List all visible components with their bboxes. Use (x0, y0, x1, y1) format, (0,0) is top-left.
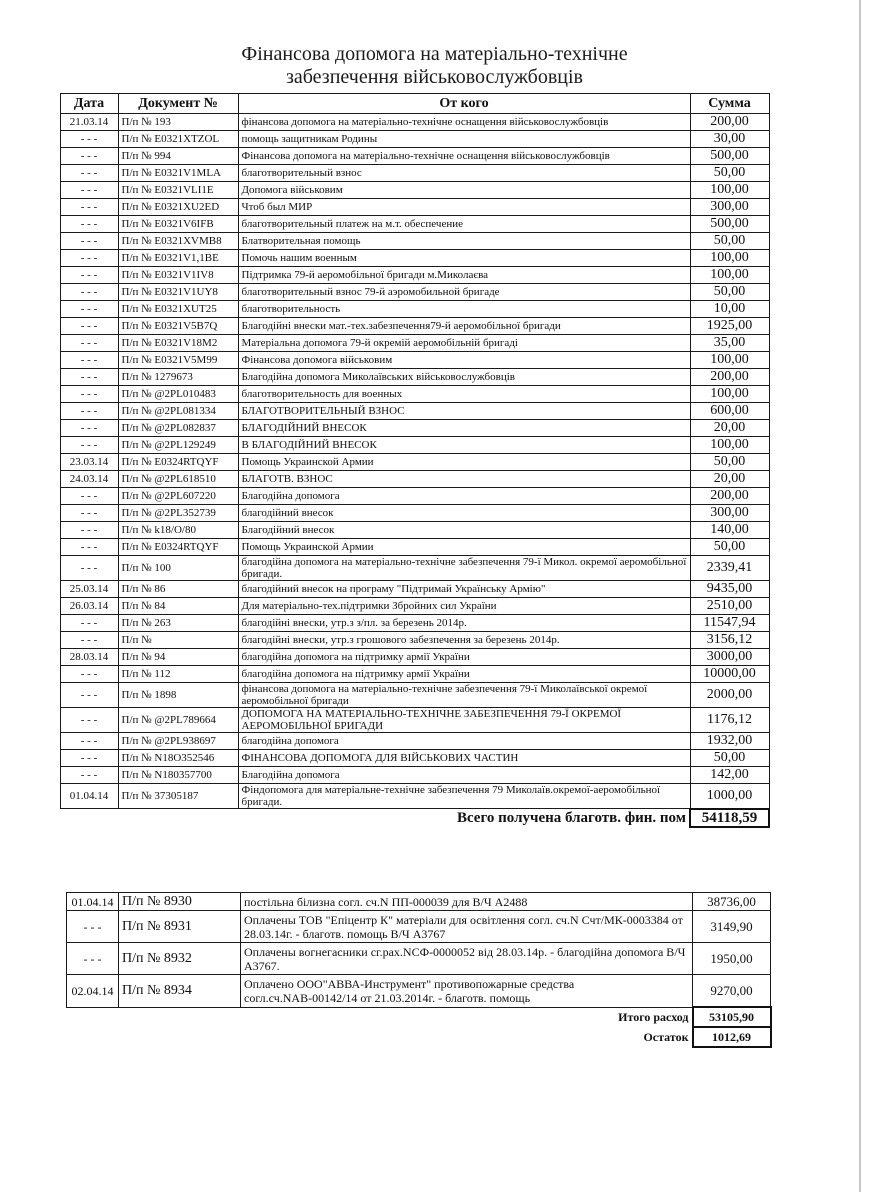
donation-document: П/п № @2PL938697 (118, 733, 238, 750)
row-spacer (42, 708, 60, 733)
donation-date: - - - (60, 632, 118, 649)
donation-date: - - - (60, 708, 118, 733)
donation-document: П/п № E0321V5B7Q (118, 318, 238, 335)
expense-date: - - - (67, 911, 119, 943)
expense-total-value: 53105,90 (693, 1007, 771, 1027)
donation-document: П/п № E0321V1MLA (118, 165, 238, 182)
donations-total-value: 54118,59 (690, 809, 769, 827)
expense-description: Оплачены ТОВ "Епіцентр К" матеріали для освітлення согл. сч.N Счт/МК-0003384 от 28.03.14г. - благотв. помощь В/Ч А3767 (241, 911, 693, 943)
row-spacer (42, 784, 60, 809)
expenses-table (66, 892, 772, 1048)
donation-row (42, 335, 769, 352)
donation-row (42, 403, 769, 420)
donation-amount: 50,00 (690, 284, 769, 301)
donation-description: Помочь нашим военным (238, 250, 690, 267)
donation-description: БЛАГОДІЙНИЙ ВНЕСОК (238, 420, 690, 437)
header-date: Дата (60, 94, 118, 114)
donation-date: - - - (60, 165, 118, 182)
donation-document: П/п № @2PL082837 (118, 420, 238, 437)
donation-amount: 30,00 (690, 131, 769, 148)
donation-description: БЛАГОТВ. ВЗНОС (238, 471, 690, 488)
donation-date: 28.03.14 (60, 649, 118, 666)
donation-description: Фіндопомога для матеріальне-технічне забезпечення 79 Миколаїв.окремої-аеромобільної бригади. (238, 784, 690, 809)
donation-date: 23.03.14 (60, 454, 118, 471)
donation-document: П/п № 86 (118, 581, 238, 598)
donation-document: П/п № @2PL789664 (118, 708, 238, 733)
expense-total-row (67, 1007, 771, 1027)
donation-document: П/п № 84 (118, 598, 238, 615)
donation-row (42, 148, 769, 165)
donation-amount: 100,00 (690, 267, 769, 284)
donation-row (42, 683, 769, 708)
expense-amount: 38736,00 (693, 893, 771, 911)
donation-description: благодійні внески, утр.з з/пл. за березень 2014р. (238, 615, 690, 632)
donation-row (42, 420, 769, 437)
donation-description: благодійна допомога на підтримку армії України (238, 666, 690, 683)
donation-description: Благодійні внески мат.-тех.забезпечення79-й аеромобільної бригади (238, 318, 690, 335)
donation-description: благодійна допомога на підтримку армії України (238, 649, 690, 666)
donation-date: - - - (60, 267, 118, 284)
donation-date: - - - (60, 522, 118, 539)
donation-amount: 142,00 (690, 767, 769, 784)
row-spacer (42, 488, 60, 505)
row-spacer (42, 767, 60, 784)
donation-row (42, 284, 769, 301)
expense-date: - - - (67, 943, 119, 975)
row-spacer (42, 683, 60, 708)
donation-date: 21.03.14 (60, 114, 118, 131)
remainder-row (67, 1027, 771, 1047)
donation-date: - - - (60, 148, 118, 165)
expense-amount: 1950,00 (693, 943, 771, 975)
donation-document: П/п № E0321V1UY8 (118, 284, 238, 301)
donation-amount: 35,00 (690, 335, 769, 352)
donation-date: 25.03.14 (60, 581, 118, 598)
donation-date: - - - (60, 683, 118, 708)
remainder-value: 1012,69 (693, 1027, 771, 1047)
expense-document: П/п № 8932 (119, 943, 241, 975)
donation-row (42, 165, 769, 182)
donation-amount: 500,00 (690, 216, 769, 233)
expense-total-label: Итого расход (618, 1010, 689, 1025)
donation-date: - - - (60, 505, 118, 522)
row-spacer (42, 666, 60, 683)
row-spacer (42, 632, 60, 649)
row-spacer (42, 352, 60, 369)
donation-description: благодійний внесок на програму "Підтримай Українську Армію" (238, 581, 690, 598)
expense-amount: 9270,00 (693, 975, 771, 1008)
total-spacer (42, 809, 60, 827)
donation-date: - - - (60, 199, 118, 216)
donation-amount: 300,00 (690, 199, 769, 216)
donation-row (42, 369, 769, 386)
donation-amount: 2000,00 (690, 683, 769, 708)
donation-date: - - - (60, 216, 118, 233)
row-spacer (42, 403, 60, 420)
donation-document: П/п № (118, 632, 238, 649)
document-title-line-1: Фінансова допомога на матеріально-технічне (241, 43, 628, 65)
donation-description: Підтримка 79-й аеромобільної бригади м.Миколаєва (238, 267, 690, 284)
row-spacer (42, 335, 60, 352)
row-spacer (42, 733, 60, 750)
donation-date: - - - (60, 767, 118, 784)
donation-row (42, 199, 769, 216)
donation-document: П/п № E0321V5M99 (118, 352, 238, 369)
donation-row (42, 733, 769, 750)
donation-date: - - - (60, 233, 118, 250)
row-spacer (42, 250, 60, 267)
donation-document: П/п № E0321VLI1E (118, 182, 238, 199)
donation-amount: 2510,00 (690, 598, 769, 615)
donation-amount: 1925,00 (690, 318, 769, 335)
donation-document: П/п № @2PL618510 (118, 471, 238, 488)
donation-date: - - - (60, 369, 118, 386)
donation-row (42, 301, 769, 318)
row-spacer (42, 522, 60, 539)
donation-description: Помощь Украинской Армии (238, 454, 690, 471)
donation-row (42, 488, 769, 505)
donation-document: П/п № @2PL607220 (118, 488, 238, 505)
donation-amount: 200,00 (690, 114, 769, 131)
donation-document: П/п № N18O352546 (118, 750, 238, 767)
donation-description: Благодійна допомога (238, 767, 690, 784)
donation-description: благодійна допомога (238, 733, 690, 750)
donation-amount: 2339,41 (690, 556, 769, 581)
donation-row (42, 471, 769, 488)
donation-document: П/п № 1898 (118, 683, 238, 708)
expense-document: П/п № 8931 (119, 911, 241, 943)
donation-row (42, 784, 769, 809)
row-spacer (42, 165, 60, 182)
donation-document: П/п № E0321V1,1BE (118, 250, 238, 267)
expense-date: 01.04.14 (67, 893, 119, 911)
row-spacer (42, 114, 60, 131)
donation-row (42, 649, 769, 666)
donation-amount: 50,00 (690, 454, 769, 471)
donation-document: П/п № E0321XU2ED (118, 199, 238, 216)
donation-amount: 20,00 (690, 471, 769, 488)
donation-amount: 100,00 (690, 352, 769, 369)
donation-date: - - - (60, 750, 118, 767)
header-from: От кого (238, 94, 690, 114)
donation-document: П/п № @2PL010483 (118, 386, 238, 403)
donation-amount: 200,00 (690, 369, 769, 386)
donation-row (42, 615, 769, 632)
donation-row (42, 250, 769, 267)
donation-date: - - - (60, 284, 118, 301)
donation-row (42, 505, 769, 522)
remainder-label: Остаток (643, 1030, 689, 1044)
donation-row (42, 598, 769, 615)
donation-date: - - - (60, 335, 118, 352)
donation-document: П/п № 1279673 (118, 369, 238, 386)
donations-total-row (42, 809, 769, 827)
donation-document: П/п № 112 (118, 666, 238, 683)
donation-description: Благодійний внесок (238, 522, 690, 539)
donation-document: П/п № N180357700 (118, 767, 238, 784)
donation-amount: 300,00 (690, 505, 769, 522)
header-sum: Сумма (690, 94, 769, 114)
row-spacer (42, 615, 60, 632)
donation-row (42, 318, 769, 335)
donation-date: 24.03.14 (60, 471, 118, 488)
donation-date: - - - (60, 131, 118, 148)
donation-document: П/п № E0321XTZOL (118, 131, 238, 148)
donation-row (42, 539, 769, 556)
row-spacer (42, 318, 60, 335)
donation-date: - - - (60, 666, 118, 683)
donations-table-body (42, 114, 769, 809)
donation-document: П/п № 263 (118, 615, 238, 632)
row-spacer (42, 233, 60, 250)
donation-amount: 50,00 (690, 539, 769, 556)
donation-row (42, 454, 769, 471)
donation-description: фінансова допомога на матеріально-технічне забезпечення 79-ї Миколаївської окремої аеромобільної бригади (238, 683, 690, 708)
donation-date: - - - (60, 420, 118, 437)
row-spacer (42, 216, 60, 233)
donation-description: Помощь Украинской Армии (238, 539, 690, 556)
donation-date: - - - (60, 539, 118, 556)
row-spacer (42, 369, 60, 386)
donation-amount: 1000,00 (690, 784, 769, 809)
donation-description: Допомога військовим (238, 182, 690, 199)
donation-row (42, 632, 769, 649)
expenses-table-body (67, 893, 771, 1008)
header-spacer (42, 94, 60, 114)
row-spacer (42, 471, 60, 488)
donation-amount: 9435,00 (690, 581, 769, 598)
donation-description: благодійна допомога на матеріально-технічне забезпечення 79-ї Микол. окремої аеромобільної бригади. (238, 556, 690, 581)
donation-amount: 100,00 (690, 386, 769, 403)
donation-description: Матеріальна допомога 79-й окремій аеромобільній бригаді (238, 335, 690, 352)
expense-description: Оплачены вогнегасники сг.рах.NСФ-0000052 від 28.03.14р. - благодійна допомога В/Ч А3767. (241, 943, 693, 975)
scan-edge-line (859, 0, 861, 1192)
donation-description: благотворительность (238, 301, 690, 318)
donation-description: Фінансова допомога військовим (238, 352, 690, 369)
expense-description: Оплачено ООО"АВВА-Инструмент" противопожарные средства согл.сч.NАВ-00142/14 от 21.03.2014г. - благотв. помощь (241, 975, 693, 1008)
row-spacer (42, 454, 60, 471)
donation-description: Для матеріально-тех.підтримки Збройних сил України (238, 598, 690, 615)
donations-total-label: Всего получена благотв. фин. пом (456, 809, 686, 826)
donation-amount: 20,00 (690, 420, 769, 437)
donation-row (42, 114, 769, 131)
donation-date: - - - (60, 488, 118, 505)
donation-document: П/п № 994 (118, 148, 238, 165)
row-spacer (42, 437, 60, 454)
donation-amount: 10000,00 (690, 666, 769, 683)
donation-description: Фінансова допомога на матеріально-технічне оснащення військовослужбовців (238, 148, 690, 165)
donation-date: - - - (60, 182, 118, 199)
donation-date: 01.04.14 (60, 784, 118, 809)
donation-document: П/п № E0321V18M2 (118, 335, 238, 352)
donation-description: благодійний внесок (238, 505, 690, 522)
donation-date: - - - (60, 250, 118, 267)
donation-description: Чтоб был МИР (238, 199, 690, 216)
row-spacer (42, 598, 60, 615)
expense-row (67, 893, 771, 911)
donation-amount: 600,00 (690, 403, 769, 420)
donation-description: благотворительный платеж на м.т. обеспечение (238, 216, 690, 233)
donation-document: П/п № E0321XVMB8 (118, 233, 238, 250)
donation-amount: 10,00 (690, 301, 769, 318)
donation-amount: 50,00 (690, 233, 769, 250)
row-spacer (42, 750, 60, 767)
donation-amount: 1176,12 (690, 708, 769, 733)
row-spacer (42, 182, 60, 199)
donation-row (42, 767, 769, 784)
row-spacer (42, 386, 60, 403)
row-spacer (42, 131, 60, 148)
expense-row (67, 943, 771, 975)
donation-description: ФІНАНСОВА ДОПОМОГА ДЛЯ ВІЙСЬКОВИХ ЧАСТИН (238, 750, 690, 767)
row-spacer (42, 556, 60, 581)
donation-description: Благодійна допомога (238, 488, 690, 505)
donation-row (42, 216, 769, 233)
donation-document: П/п № @2PL352739 (118, 505, 238, 522)
donation-document: П/п № E0321V6IFB (118, 216, 238, 233)
donation-row (42, 437, 769, 454)
donation-description: благотворительность для военных (238, 386, 690, 403)
donation-document: П/п № E0321V1IV8 (118, 267, 238, 284)
donation-description: благодійні внески, утр.з грошового забезпечення за березень 2014р. (238, 632, 690, 649)
donations-table (42, 93, 770, 828)
expense-date: 02.04.14 (67, 975, 119, 1008)
donation-amount: 3156,12 (690, 632, 769, 649)
donation-row (42, 182, 769, 199)
header-document: Документ № (118, 94, 238, 114)
expense-document: П/п № 8934 (119, 975, 241, 1008)
donation-date: - - - (60, 403, 118, 420)
row-spacer (42, 539, 60, 556)
donation-description: Блатворительная помощь (238, 233, 690, 250)
row-spacer (42, 199, 60, 216)
donation-row (42, 581, 769, 598)
donation-description: В БЛАГОДІЙНИЙ ВНЕСОК (238, 437, 690, 454)
donation-document: П/п № k18/O/80 (118, 522, 238, 539)
donation-description: фінансова допомога на матеріально-технічне оснащення військовослужбовців (238, 114, 690, 131)
donation-row (42, 131, 769, 148)
donation-date: - - - (60, 318, 118, 335)
donation-document: П/п № @2PL081334 (118, 403, 238, 420)
expense-description: постільна білизна согл. сч.N ПП-000039 для В/Ч А2488 (241, 893, 693, 911)
donations-table-header (42, 94, 769, 114)
donation-amount: 100,00 (690, 250, 769, 267)
row-spacer (42, 420, 60, 437)
donation-row (42, 386, 769, 403)
donation-document: П/п № 37305187 (118, 784, 238, 809)
row-spacer (42, 505, 60, 522)
donation-document: П/п № E0324RTQYF (118, 454, 238, 471)
row-spacer (42, 148, 60, 165)
donation-row (42, 267, 769, 284)
donation-document: П/п № E0321XUT25 (118, 301, 238, 318)
donation-amount: 1932,00 (690, 733, 769, 750)
expense-row (67, 975, 771, 1008)
donation-date: 26.03.14 (60, 598, 118, 615)
row-spacer (42, 581, 60, 598)
donation-amount: 100,00 (690, 182, 769, 199)
document-title-line-2: забезпечення військовослужбовців (285, 66, 583, 88)
donation-row (42, 233, 769, 250)
donation-amount: 11547,94 (690, 615, 769, 632)
donation-date: - - - (60, 733, 118, 750)
donation-date: - - - (60, 437, 118, 454)
donation-amount: 200,00 (690, 488, 769, 505)
donation-description: благотворительный взнос 79-й аэромобильной бригаде (238, 284, 690, 301)
donation-amount: 140,00 (690, 522, 769, 539)
donation-amount: 3000,00 (690, 649, 769, 666)
donation-document: П/п № E0324RTQYF (118, 539, 238, 556)
row-spacer (42, 267, 60, 284)
donation-row (42, 522, 769, 539)
donation-amount: 500,00 (690, 148, 769, 165)
donation-description: благотворительный взнос (238, 165, 690, 182)
donation-row (42, 666, 769, 683)
expense-amount: 3149,90 (693, 911, 771, 943)
donation-row (42, 750, 769, 767)
row-spacer (42, 284, 60, 301)
donation-description: Благодійна допомога Миколаївських військовослужбовців (238, 369, 690, 386)
donation-amount: 50,00 (690, 165, 769, 182)
row-spacer (42, 301, 60, 318)
row-spacer (42, 649, 60, 666)
donation-row (42, 708, 769, 733)
donation-description: БЛАГОТВОРИТЕЛЬНЫЙ ВЗНОС (238, 403, 690, 420)
donation-date: - - - (60, 615, 118, 632)
donation-description: помощь защитникам Родины (238, 131, 690, 148)
donation-document: П/п № 94 (118, 649, 238, 666)
donation-document: П/п № @2PL129249 (118, 437, 238, 454)
donation-date: - - - (60, 352, 118, 369)
donation-amount: 100,00 (690, 437, 769, 454)
donation-amount: 50,00 (690, 750, 769, 767)
donation-row (42, 556, 769, 581)
expense-row (67, 911, 771, 943)
donation-row (42, 352, 769, 369)
expense-document: П/п № 8930 (119, 893, 241, 911)
donation-date: - - - (60, 301, 118, 318)
donation-description: ДОПОМОГА НА МАТЕРІАЛЬНО-ТЕХНІЧНЕ ЗАБЕЗПЕЧЕННЯ 79-Ї ОКРЕМОЇ АЕРОМОБІЛЬНОЇ БРИГАДИ (238, 708, 690, 733)
donation-date: - - - (60, 386, 118, 403)
donation-document: П/п № 193 (118, 114, 238, 131)
donation-document: П/п № 100 (118, 556, 238, 581)
donation-date: - - - (60, 556, 118, 581)
